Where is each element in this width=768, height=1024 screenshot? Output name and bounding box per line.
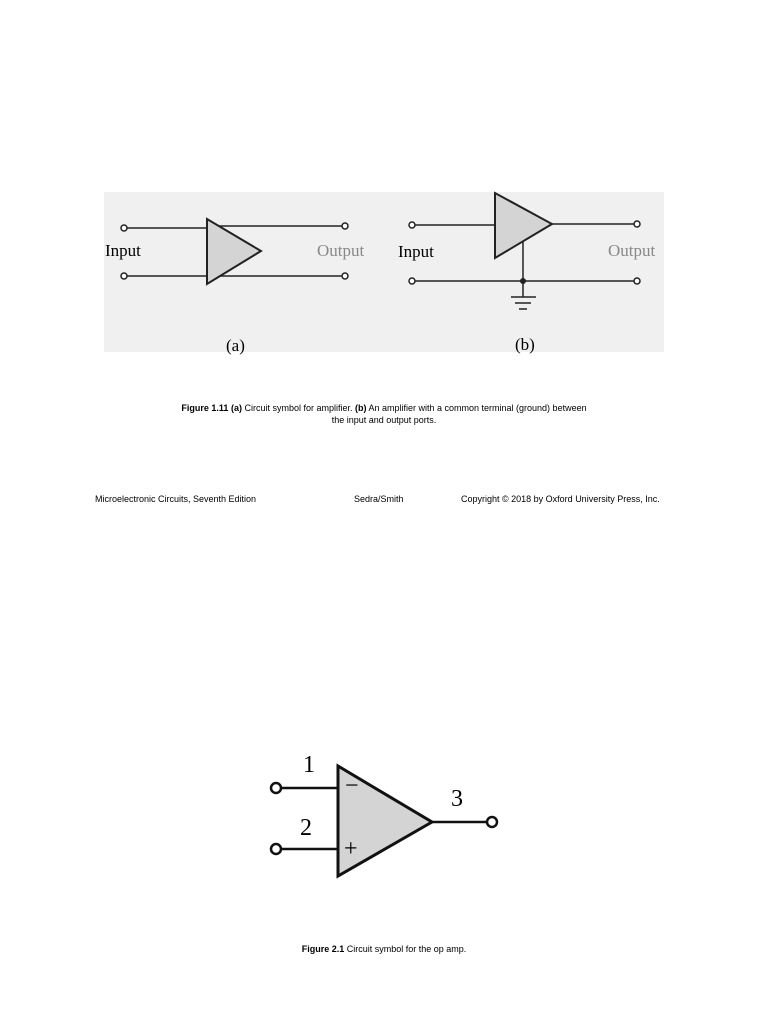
panel-a-output-label: Output [317,241,365,260]
caption-line-2: the input and output ports. [331,415,437,425]
footer-authors: Sedra/Smith [354,494,404,504]
caption-a-marker: (a) [230,403,242,413]
terminal-3-label: 3 [451,786,463,812]
panel-b-sub-label: (b) [515,335,535,354]
panel-a-input-label: Input [105,241,141,260]
fig21-caption-number: Figure 2.1 [301,944,345,954]
panel-a-sub-label: (a) [226,336,245,355]
footer-book-title: Microelectronic Circuits, Seventh Edition [95,494,257,504]
panel-b-output-label: Output [608,241,656,260]
footer-copyright: Copyright © 2018 by Oxford University Press, Inc. [461,494,660,504]
panel-b-input-label: Input [398,242,434,261]
minus-sign: − [345,773,359,799]
caption-b-text: An amplifier with a common terminal (ground) between [366,403,587,413]
plus-sign: + [344,836,358,862]
terminal-2-label: 2 [300,815,312,841]
figure-2-1-caption [234,943,534,955]
figure-1-11-caption [134,402,634,426]
amplifier-a-triangle [207,219,261,284]
caption-figure-number: Figure 1.11 [181,403,229,413]
fig21-caption-text: Circuit symbol for the op amp. [344,944,467,954]
terminal-1-label: 1 [303,752,315,778]
caption-a-text: Circuit symbol for amplifier. [241,403,355,413]
caption-b-marker: (b) [354,403,367,413]
